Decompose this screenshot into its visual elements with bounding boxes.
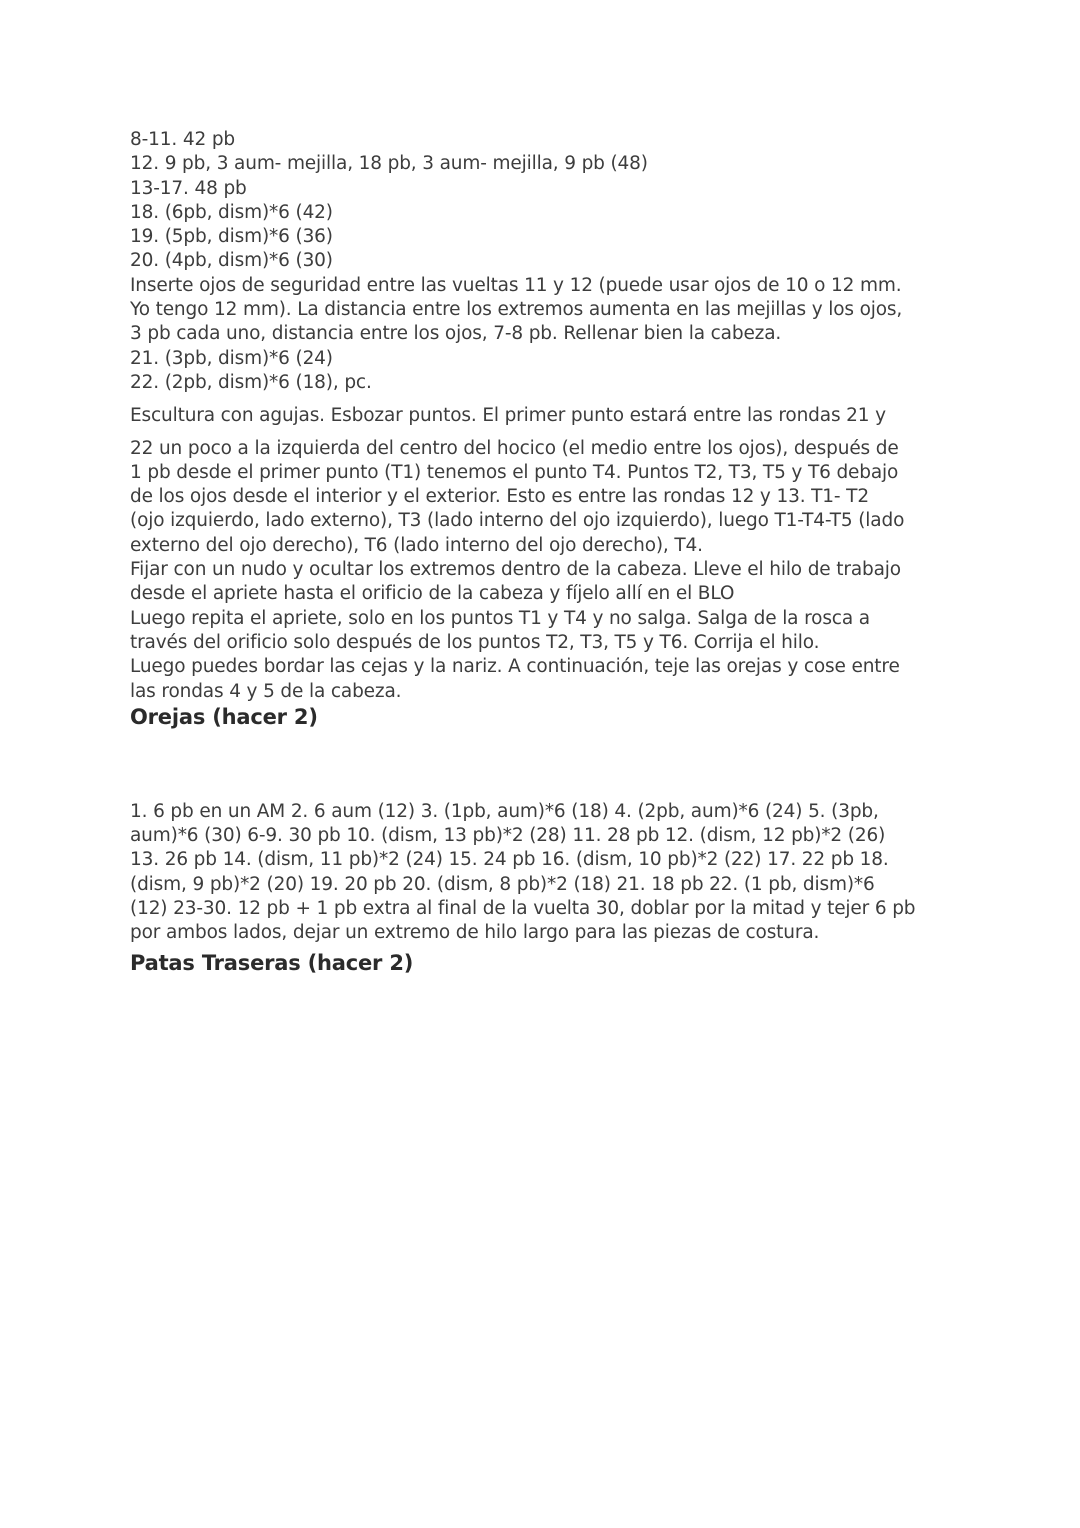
instruction-line: por ambos lados, dejar un extremo de hilo largo para las piezas de costura. [130,922,820,944]
pattern-row: 19. (5pb, dism)*6 (36) [130,226,333,248]
ears-instructions [130,800,960,946]
instruction-line: (12) 23-30. 12 pb + 1 pb extra al final de la vuelta 30, doblar por la mitad y tejer 6 pb [130,898,916,920]
needle-sculpting-instructions [130,404,960,704]
pattern-row: 13-17. 48 pb [130,177,247,199]
head-instructions [130,128,960,395]
instruction-line: desde el apriete hasta el orificio de la cabeza y fíjelo allí en el BLO [130,583,735,605]
hind-legs-heading: Patas Traseras (hacer 2) [130,950,414,975]
instruction-line: 1 pb desde el primer punto (T1) tenemos el punto T4. Puntos T2, T3, T5 y T6 debajo [130,461,899,483]
instruction-line: Inserte ojos de seguridad entre las vueltas 11 y 12 (puede usar ojos de 10 o 12 mm. [130,274,902,296]
instruction-line: las rondas 4 y 5 de la cabeza. [130,680,402,702]
instruction-line: Escultura con agujas. Esbozar puntos. El primer punto estará entre las rondas 21 y [130,405,886,427]
instruction-line: 1. 6 pb en un AM 2. 6 aum (12) 3. (1pb, aum)*6 (18) 4. (2pb, aum)*6 (24) 5. (3pb, [130,800,879,822]
instruction-line: (dism, 9 pb)*2 (20) 19. 20 pb 20. (dism, 8 pb)*2 (18) 21. 18 pb 22. (1 pb, dism)*6 [130,873,875,895]
pattern-row: 21. (3pb, dism)*6 (24) [130,347,333,369]
instruction-line: de los ojos desde el interior y el exterior. Esto es entre las rondas 12 y 13. T1- T2 [130,486,869,508]
pattern-row: 22. (2pb, dism)*6 (18), pc. [130,371,372,393]
instruction-line: 22 un poco a la izquierda del centro del hocico (el medio entre los ojos), después de [130,437,899,459]
ears-heading: Orejas (hacer 2) [130,704,318,729]
instruction-line: aum)*6 (30) 6-9. 30 pb 10. (dism, 13 pb)*2 (28) 11. 28 pb 12. (dism, 12 pb)*2 (26) [130,825,886,847]
document-body [130,128,960,976]
instruction-line: 3 pb cada uno, distancia entre los ojos, 7-8 pb. Rellenar bien la cabeza. [130,323,782,345]
instruction-line: través del orificio solo después de los puntos T2, T3, T5 y T6. Corrija el hilo. [130,631,820,653]
instruction-line: 13. 26 pb 14. (dism, 11 pb)*2 (24) 15. 24 pb 16. (dism, 10 pb)*2 (22) 17. 22 pb 18. [130,849,889,871]
instruction-line: Luego repita el apriete, solo en los puntos T1 y T4 y no salga. Salga de la rosca a [130,607,870,629]
instruction-line: Luego puedes bordar las cejas y la nariz. A continuación, teje las orejas y cose entre [130,656,900,678]
pattern-row: 12. 9 pb, 3 aum- mejilla, 18 pb, 3 aum- mejilla, 9 pb (48) [130,153,648,175]
instruction-line: (ojo izquierdo, lado externo), T3 (lado interno del ojo izquierdo), luego T1-T4-T5 (lado [130,510,905,532]
pattern-row: 18. (6pb, dism)*6 (42) [130,201,333,223]
pattern-row: 20. (4pb, dism)*6 (30) [130,250,333,272]
pattern-row: 8-11. 42 pb [130,129,236,150]
instruction-line: externo del ojo derecho), T6 (lado interno del ojo derecho), T4. [130,534,703,556]
instruction-line: Fijar con un nudo y ocultar los extremos dentro de la cabeza. Lleve el hilo de trabajo [130,559,901,581]
instruction-line: Yo tengo 12 mm). La distancia entre los extremos aumenta en las mejillas y los ojos, [130,299,903,321]
